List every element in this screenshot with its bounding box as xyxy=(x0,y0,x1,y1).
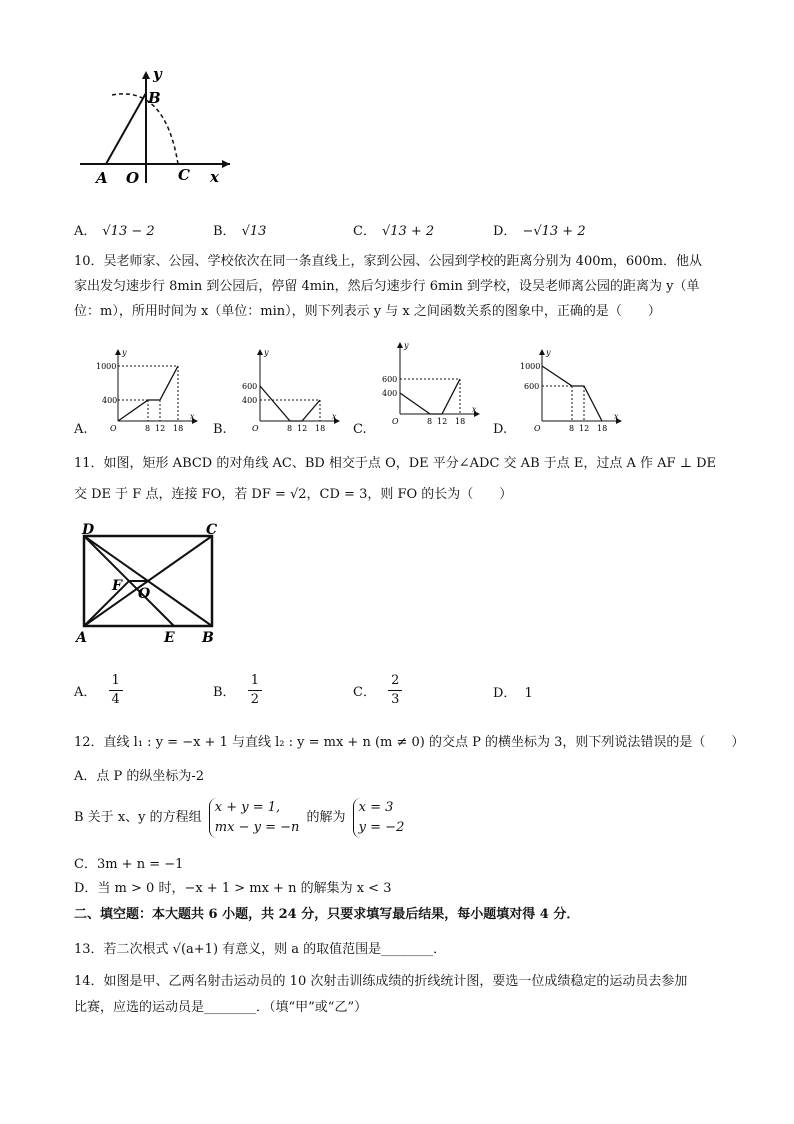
svg-text:B: B xyxy=(202,630,214,645)
fig9-y: y xyxy=(153,65,162,83)
q12-option-d: D．当 m > 0 时，−x + 1 > mx + n 的解集为 x < 3 xyxy=(74,881,392,896)
fig9-C: C xyxy=(178,166,190,184)
svg-text:600: 600 xyxy=(242,382,258,391)
q10-option-a: A. xyxy=(74,422,88,437)
svg-text:1000: 1000 xyxy=(96,362,117,371)
q10-graph-c xyxy=(374,338,484,428)
q9-option-d: D． −√13 + 2 xyxy=(493,224,586,239)
q10-line3: 位：m），所用时间为 x（单位：min），则下列表示 y 与 x 之间函数关系的图象中，正确的是（ ） xyxy=(74,304,661,319)
svg-text:400: 400 xyxy=(382,389,398,398)
q11-line1: 11．如图，矩形 ABCD 的对角线 AC、BD 相交于点 O，DE 平分∠ADC 交 AB 于点 E，过点 A 作 AF ⊥ DE xyxy=(74,456,716,471)
svg-text:8: 8 xyxy=(569,424,575,433)
q10-graph-b xyxy=(234,345,344,435)
q10-graph-d xyxy=(516,345,626,435)
q11-figure xyxy=(74,520,234,645)
svg-text:18: 18 xyxy=(173,424,184,433)
fig9-O: O xyxy=(126,169,140,187)
q14-line2: 比赛，应选的运动员是________．（填“甲”或“乙”） xyxy=(74,1000,368,1015)
svg-text:C: C xyxy=(206,522,218,538)
q11-option-b: B． $\frac{1}{2}$ xyxy=(213,672,262,709)
q10-line2: 家出发匀速步行 8min 到公园后，停留 4min，然后匀速步行 6min 到学校，设吴老师离公园的距离为 y（单 xyxy=(74,279,700,294)
svg-text:8: 8 xyxy=(427,417,433,426)
q11-option-d: D． 1 xyxy=(493,686,533,701)
svg-text:1000: 1000 xyxy=(520,362,541,371)
svg-text:O: O xyxy=(252,424,259,433)
svg-text:O: O xyxy=(138,586,151,602)
svg-text:12: 12 xyxy=(579,424,590,433)
svg-text:400: 400 xyxy=(242,396,258,405)
section2-heading: 二、填空题：本大题共 6 小题，共 24 分，只要求填写最后结果，每小题填对得 4 分． xyxy=(74,907,580,922)
q10-line1: 10．吴老师家、公园、学校依次在同一条直线上，家到公园、公园到学校的距离分别为 400m，600m．他从 xyxy=(74,254,702,269)
svg-text:18: 18 xyxy=(315,424,326,433)
svg-text:A: A xyxy=(76,630,87,645)
svg-text:12: 12 xyxy=(437,417,448,426)
q14-line1: 14．如图是甲、乙两名射击运动员的 10 次射击训练成绩的折线统计图，要选一位成绩稳定的运动员去参加 xyxy=(74,974,688,989)
q12-option-c: C．3m + n = −1 xyxy=(74,857,184,872)
svg-text:x: x xyxy=(614,412,619,421)
q12-option-a: A．点 P 的纵坐标为-2 xyxy=(74,769,205,784)
svg-text:O: O xyxy=(534,424,541,433)
q10-option-c: C. xyxy=(353,422,367,437)
svg-text:E: E xyxy=(164,630,175,645)
fig9-B: B xyxy=(148,89,161,107)
svg-text:F: F xyxy=(112,578,122,594)
svg-text:18: 18 xyxy=(455,417,466,426)
svg-text:12: 12 xyxy=(155,424,166,433)
q9-option-a: A． √13 − 2 xyxy=(74,224,155,239)
q10-option-d: D. xyxy=(493,422,508,437)
svg-text:600: 600 xyxy=(382,375,398,384)
svg-text:18: 18 xyxy=(597,424,608,433)
svg-text:y: y xyxy=(546,348,551,357)
svg-text:8: 8 xyxy=(145,424,151,433)
q11-line2: 交 DE 于 F 点，连接 FO，若 DF = √2，CD = 3，则 FO 的长为（ ） xyxy=(74,487,513,502)
svg-text:x: x xyxy=(472,405,477,414)
svg-text:D: D xyxy=(82,522,95,538)
svg-text:600: 600 xyxy=(524,382,540,391)
svg-text:y: y xyxy=(404,341,409,350)
svg-text:8: 8 xyxy=(287,424,293,433)
svg-text:y: y xyxy=(264,348,269,357)
q10-graph-a xyxy=(92,345,202,435)
fig9-A: A xyxy=(96,169,108,187)
q10-option-b: B. xyxy=(213,422,227,437)
q13-text: 13．若二次根式 √(a+1) 有意义，则 a 的取值范围是________． xyxy=(74,942,447,957)
svg-text:12: 12 xyxy=(297,424,308,433)
svg-text:y: y xyxy=(122,348,127,357)
q9-figure xyxy=(70,65,240,190)
svg-text:x: x xyxy=(190,412,195,421)
svg-text:O: O xyxy=(110,424,117,433)
q12-line1: 12．直线 l₁ : y = −x + 1 与直线 l₂ : y = mx + n (m ≠ 0) 的交点 P 的横坐标为 3，则下列说法错误的是（ ） xyxy=(74,735,745,750)
q11-option-a: A． $\frac{1}{4}$ xyxy=(74,672,123,709)
q11-option-c: C． $\frac{2}{3}$ xyxy=(353,672,402,709)
q9-option-c: C． √13 + 2 xyxy=(353,224,435,239)
q9-option-b: B． √13 xyxy=(213,224,267,239)
fig9-x: x xyxy=(210,168,219,186)
svg-text:O: O xyxy=(392,417,399,426)
q12-option-b: B 关于 x、y 的方程组 x + y = 1, mx − y = −n 的解为 x = 3 y = −2 xyxy=(74,798,407,838)
svg-text:400: 400 xyxy=(102,396,118,405)
svg-text:x: x xyxy=(332,412,337,421)
